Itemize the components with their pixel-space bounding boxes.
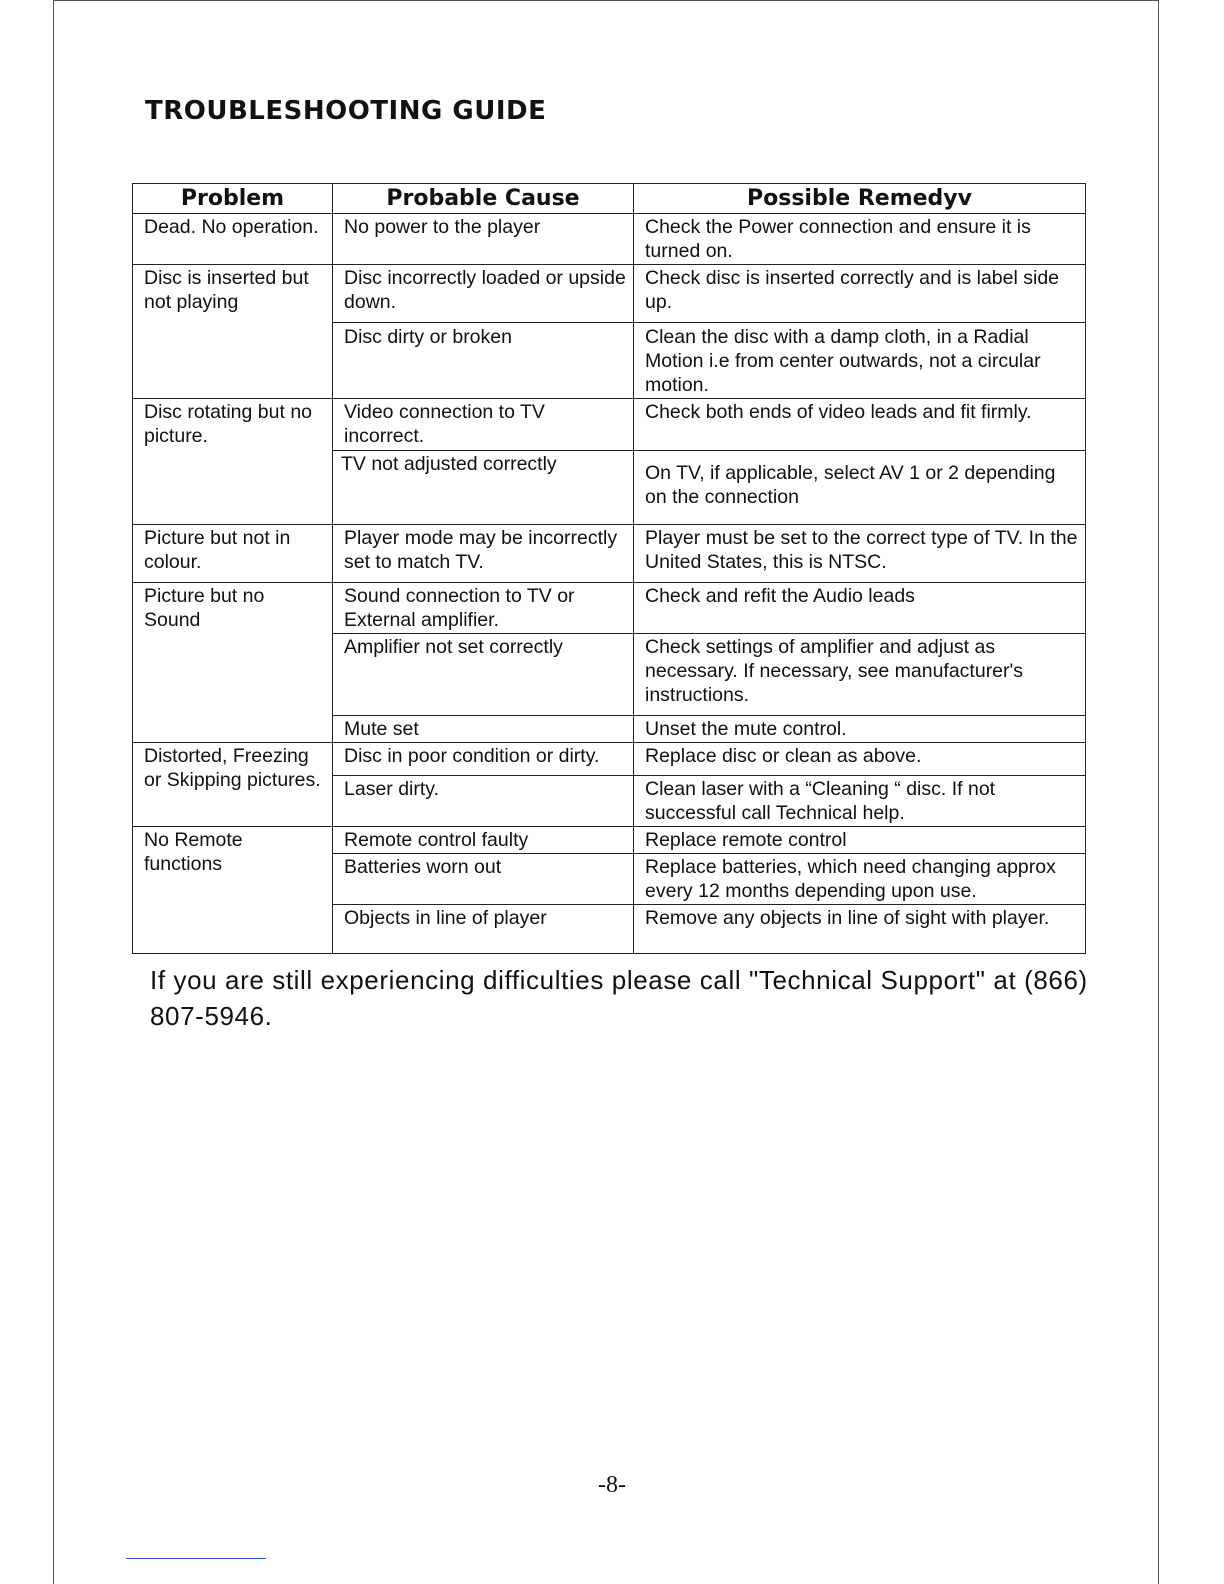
table-row <box>133 525 1086 583</box>
page-border-right <box>1158 0 1159 1584</box>
remedy-cell: Check settings of amplifier and adjust as necessary. If necessary, see manufacturer's instructions. <box>634 634 1086 716</box>
cause-cell: Laser dirty. <box>333 776 634 827</box>
remedy-cell: Clean laser with a “Cleaning “ disc. If not successful call Technical help. <box>634 776 1086 827</box>
cause-cell: Mute set <box>333 716 634 743</box>
remedy-cell: Check both ends of video leads and fit firmly. <box>634 399 1086 451</box>
header-remedy: Possible Remedyv <box>634 184 1086 214</box>
table-row <box>133 743 1086 776</box>
page-title: TROUBLESHOOTING GUIDE <box>145 96 547 126</box>
problem-cell: Disc is inserted but not playing <box>133 265 333 399</box>
table-row <box>133 399 1086 451</box>
remedy-cell: Player must be set to the correct type of TV. In the United States, this is NTSC. <box>634 525 1086 583</box>
remedy-cell: On TV, if applicable, select AV 1 or 2 depending on the connection <box>634 451 1086 525</box>
table-row <box>133 827 1086 854</box>
problem-cell: Dead. No operation. <box>133 214 333 265</box>
problem-cell: Disc rotating but no picture. <box>133 399 333 525</box>
support-note: If you are still experiencing difficulties please call "Technical Support" at (866) 807-5946. <box>150 965 1088 1031</box>
table-header-row <box>133 184 1086 214</box>
page-border-left <box>53 0 54 1584</box>
page-number: -8- <box>598 1472 626 1498</box>
cause-cell: TV not adjusted correctly <box>333 451 634 525</box>
cause-cell: Player mode may be incorrectly set to match TV. <box>333 525 634 583</box>
remedy-cell: Unset the mute control. <box>634 716 1086 743</box>
problem-cell: Distorted, Freezing or Skipping pictures. <box>133 743 333 827</box>
cause-cell: Sound connection to TV or External amplifier. <box>333 583 634 634</box>
remedy-cell: Replace batteries, which need changing approx every 12 months depending upon use. <box>634 854 1086 905</box>
header-cause: Probable Cause <box>333 184 634 214</box>
remedy-cell: Clean the disc with a damp cloth, in a Radial Motion i.e from center outwards, not a circular motion. <box>634 323 1086 399</box>
problem-cell: Picture but not in colour. <box>133 525 333 583</box>
cause-cell: Objects in line of player <box>333 905 634 954</box>
remedy-cell: Check the Power connection and ensure it is turned on. <box>634 214 1086 265</box>
cause-cell: Disc incorrectly loaded or upside down. <box>333 265 634 323</box>
remedy-cell: Replace disc or clean as above. <box>634 743 1086 776</box>
remedy-cell: Check disc is inserted correctly and is label side up. <box>634 265 1086 323</box>
cause-cell: Batteries worn out <box>333 854 634 905</box>
problem-cell: No Remote functions <box>133 827 333 954</box>
table-row <box>133 265 1086 323</box>
table-row <box>133 214 1086 265</box>
problem-cell: Picture but no Sound <box>133 583 333 743</box>
cause-cell: Amplifier not set correctly <box>333 634 634 716</box>
cause-cell: Disc dirty or broken <box>333 323 634 399</box>
cause-cell: Remote control faulty <box>333 827 634 854</box>
cause-cell: Video connection to TV incorrect. <box>333 399 634 451</box>
cause-cell: Disc in poor condition or dirty. <box>333 743 634 776</box>
remedy-cell: Replace remote control <box>634 827 1086 854</box>
header-problem: Problem <box>133 184 333 214</box>
cause-cell: No power to the player <box>333 214 634 265</box>
troubleshooting-table <box>132 183 1086 954</box>
page-border-top <box>53 0 1159 1</box>
footnote-rule <box>126 1558 266 1559</box>
remedy-cell: Remove any objects in line of sight with player. <box>634 905 1086 954</box>
remedy-cell: Check and refit the Audio leads <box>634 583 1086 634</box>
table-row <box>133 583 1086 634</box>
